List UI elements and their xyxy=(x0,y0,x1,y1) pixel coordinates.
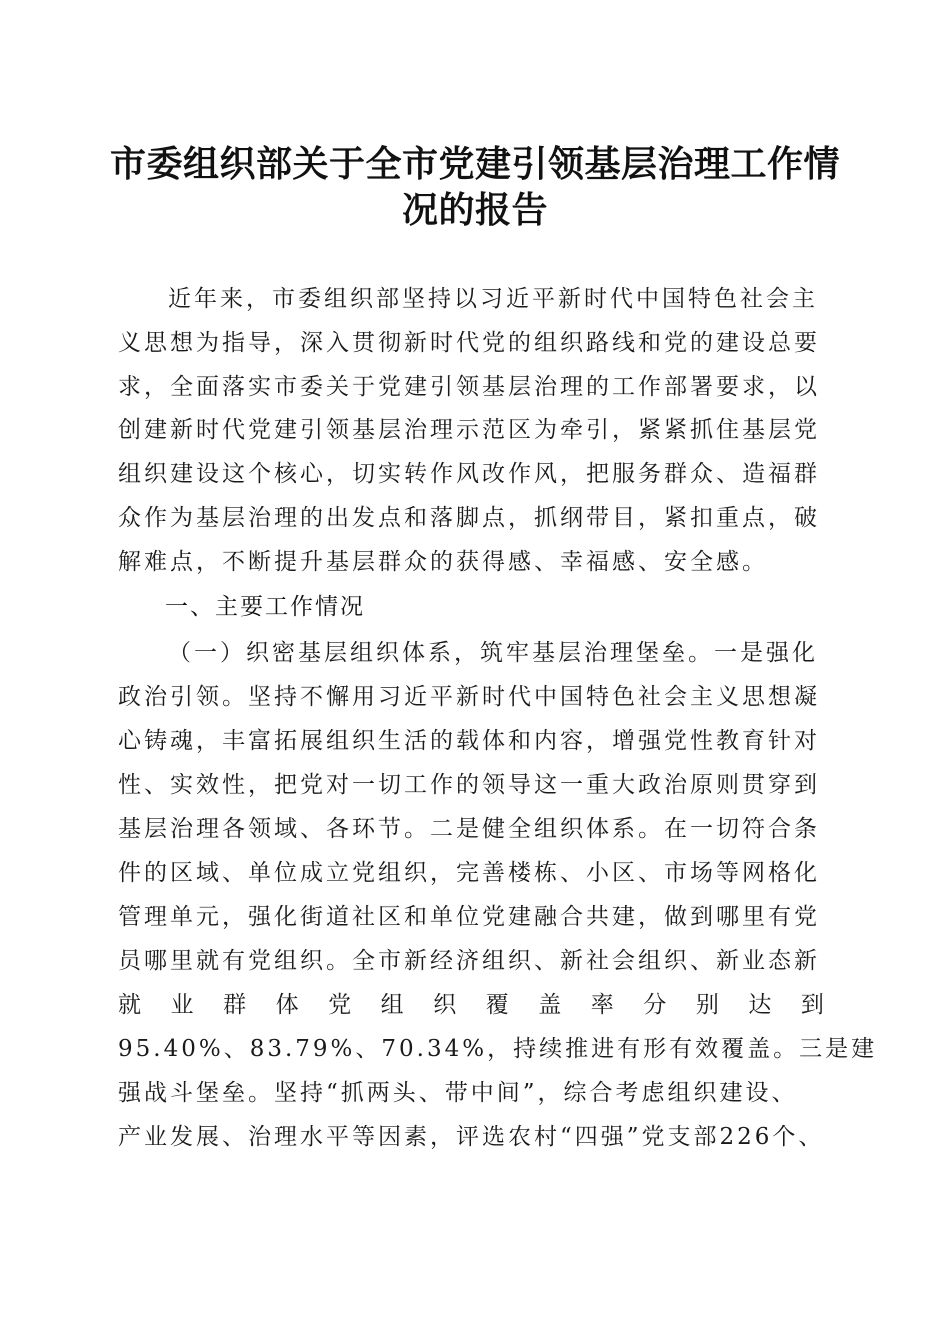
intro-paragraph-line: 解难点，不断提升基层群众的获得感、幸福感、安全感。 xyxy=(118,549,768,575)
body-paragraph-line: 员哪里就有党组织。全市新经济组织、新社会组织、新业态新 xyxy=(118,948,820,974)
intro-paragraph-line: 众作为基层治理的出发点和落脚点，抓纲带目，紧扣重点，破 xyxy=(118,505,820,531)
body-paragraph-line: 政治引领。坚持不懈用习近平新时代中国特色社会主义思想凝 xyxy=(118,684,820,710)
body-paragraph-line: 性、实效性，把党对一切工作的领导这一重大政治原则贯穿到 xyxy=(118,772,820,798)
section-heading: 一、主要工作情况 xyxy=(165,594,365,620)
intro-paragraph-line: 义思想为指导，深入贯彻新时代党的组织路线和党的建设总要 xyxy=(118,330,820,356)
justified-char: 业 xyxy=(170,992,194,1018)
intro-paragraph-line: 近年来，市委组织部坚持以习近平新时代中国特色社会主 xyxy=(168,286,818,312)
document-title-line-2: 况的报告 xyxy=(401,189,548,231)
document-title-line-1: 市委组织部关于全市党建引领基层治理工作情 xyxy=(110,143,841,185)
body-paragraph-line: （一）织密基层组织体系，筑牢基层治理堡垒。一是强化 xyxy=(168,640,818,666)
body-paragraph-line-justified xyxy=(118,990,824,1020)
body-paragraph-line: 产业发展、治理水平等因素，评选农村“四强”党支部226个、 xyxy=(118,1124,825,1150)
justified-char: 盖 xyxy=(538,992,562,1018)
justified-char: 达 xyxy=(748,992,772,1018)
intro-paragraph-line: 创建新时代党建引领基层治理示范区为牵引，紧紧抓住基层党 xyxy=(118,417,820,443)
justified-char: 织 xyxy=(433,992,457,1018)
body-paragraph-line: 95.40%、83.79%、70.34%，持续推进有形有效覆盖。三是建 xyxy=(118,1036,878,1062)
justified-char: 分 xyxy=(643,992,667,1018)
body-paragraph-line: 管理单元，强化街道社区和单位党建融合共建，做到哪里有党 xyxy=(118,904,820,930)
justified-char: 群 xyxy=(223,992,247,1018)
justified-char: 组 xyxy=(380,992,404,1018)
body-paragraph-line: 基层治理各领域、各环节。二是健全组织体系。在一切符合条 xyxy=(118,816,820,842)
justified-char: 率 xyxy=(590,992,614,1018)
body-paragraph-line: 件的区域、单位成立党组织，完善楼栋、小区、市场等网格化 xyxy=(118,860,820,886)
justified-char: 体 xyxy=(275,992,299,1018)
justified-char: 就 xyxy=(118,992,141,1018)
body-paragraph-line: 强战斗堡垒。坚持“抓两头、带中间”，综合考虑组织建设、 xyxy=(118,1080,798,1106)
justified-char: 别 xyxy=(695,992,719,1018)
justified-char: 到 xyxy=(800,992,824,1018)
justified-char: 覆 xyxy=(485,992,509,1018)
justified-char: 党 xyxy=(328,992,352,1018)
body-paragraph-line: 心铸魂，丰富拓展组织生活的载体和内容，增强党性教育针对 xyxy=(118,728,820,754)
intro-paragraph-line: 组织建设这个核心，切实转作风改作风，把服务群众、造福群 xyxy=(118,461,820,487)
intro-paragraph-line: 求，全面落实市委关于党建引领基层治理的工作部署要求，以 xyxy=(118,374,820,400)
